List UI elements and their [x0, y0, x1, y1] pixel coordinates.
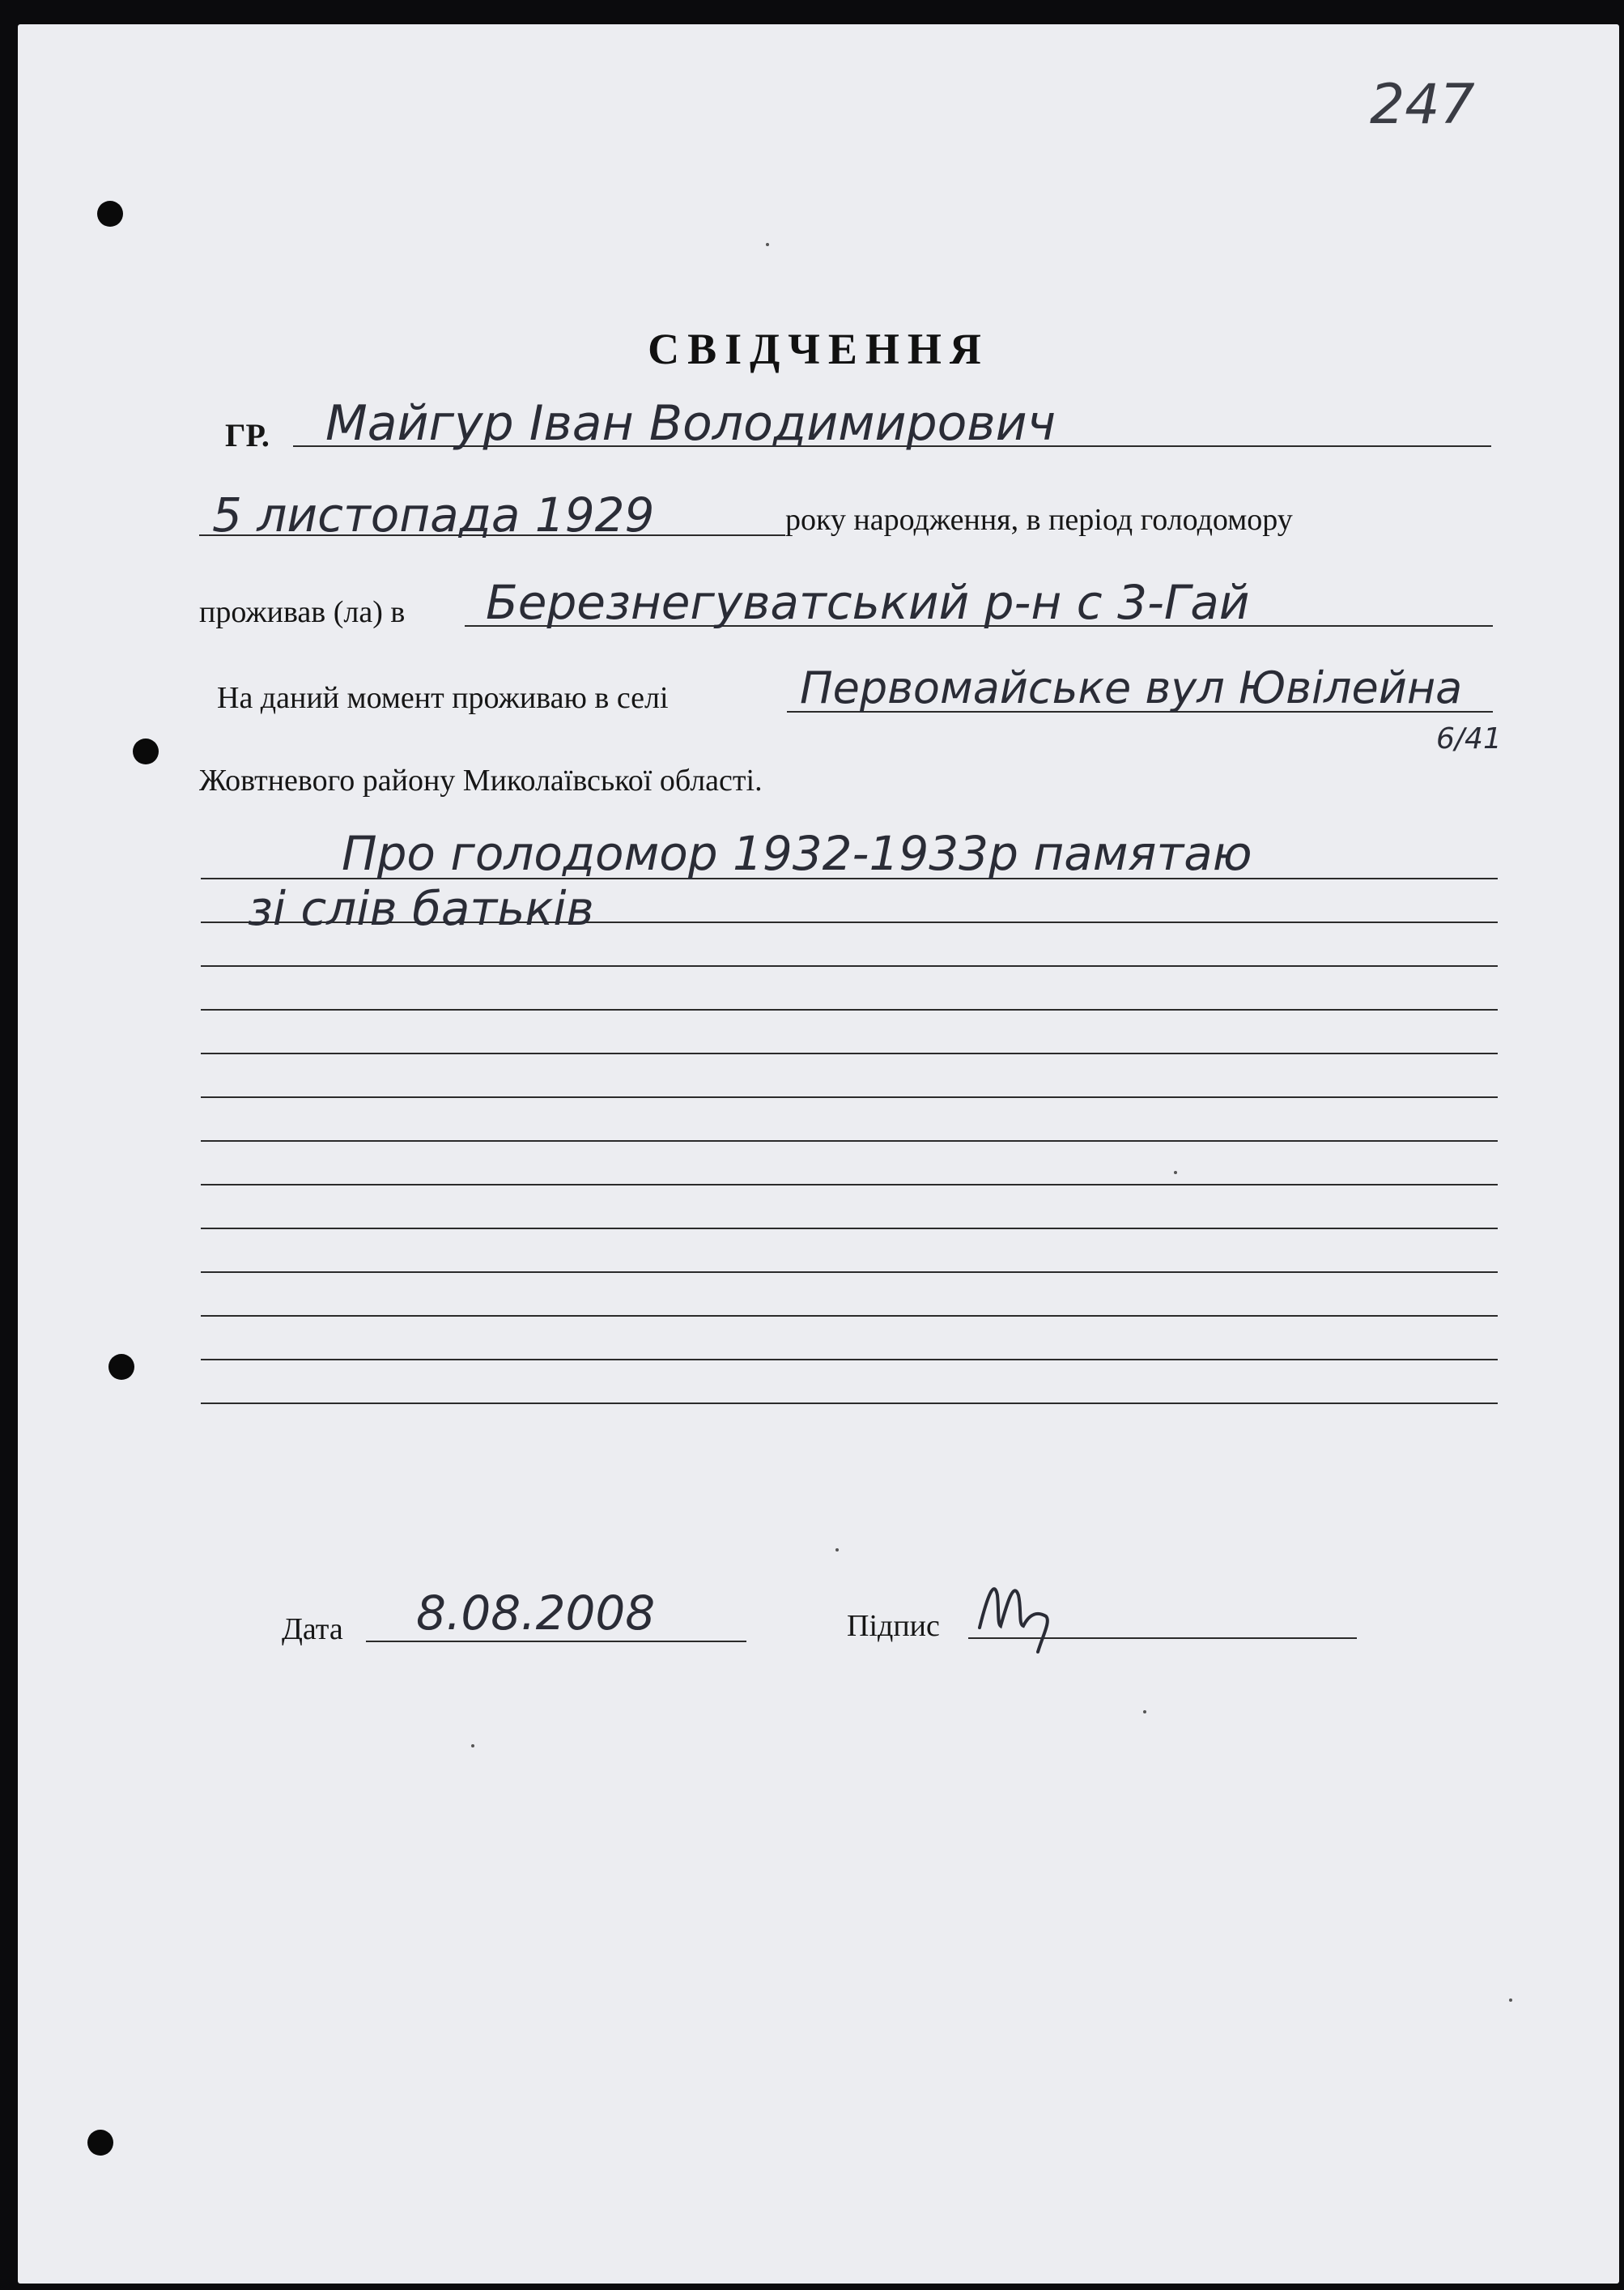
punch-hole [87, 2130, 113, 2156]
testimony-line [201, 1228, 1498, 1229]
residence-now-house: 6/41 [1436, 722, 1502, 756]
speck [1509, 1998, 1512, 2002]
birth-date: 5 листопада 1929 [212, 487, 655, 543]
residence-then-label: проживав (ла) в [199, 595, 406, 629]
testimony-line [201, 1140, 1498, 1142]
speck [1174, 1171, 1177, 1174]
date-label: Дата [282, 1612, 343, 1646]
document-sheet [18, 24, 1619, 2284]
testimony-line [201, 1009, 1498, 1011]
date-underline [366, 1641, 746, 1642]
signature-mark [973, 1563, 1078, 1660]
speck [835, 1548, 839, 1551]
document-title: СВІДЧЕННЯ [648, 325, 989, 373]
testimony-line-2: зі слів батьків [248, 881, 594, 936]
citizen-label: ГР. [225, 417, 270, 453]
residence-then-value: Березнегуватський р-н с 3-Гай [486, 575, 1250, 630]
testimony-line [201, 1315, 1498, 1317]
residence-now-value: Первомайське вул Ювілейна [800, 662, 1463, 713]
signature-label: Підпис [847, 1609, 940, 1643]
testimony-line [201, 965, 1498, 967]
testimony-line [201, 1184, 1498, 1185]
residence-now-label: На даний момент проживаю в селі [217, 681, 669, 715]
birth-suffix: року народження, в період голодомору [785, 503, 1293, 537]
speck [471, 1744, 474, 1747]
testimony-line [201, 1403, 1498, 1404]
testimony-line [201, 1053, 1498, 1054]
testimony-line [201, 1096, 1498, 1098]
testimony-line [201, 1271, 1498, 1273]
speck [1143, 1710, 1146, 1713]
punch-hole [97, 201, 123, 227]
speck [766, 243, 769, 246]
region-text: Жовтневого району Миколаївської області. [199, 764, 763, 798]
page-number: 247 [1370, 73, 1475, 137]
citizen-name: Майгур Іван Володимирович [325, 395, 1056, 452]
testimony-line-1: Про голодомор 1932-1933р памятаю [342, 826, 1252, 881]
testimony-line [201, 1359, 1498, 1360]
date-value: 8.08.2008 [416, 1586, 656, 1641]
punch-hole [133, 739, 159, 764]
punch-hole [108, 1354, 134, 1380]
